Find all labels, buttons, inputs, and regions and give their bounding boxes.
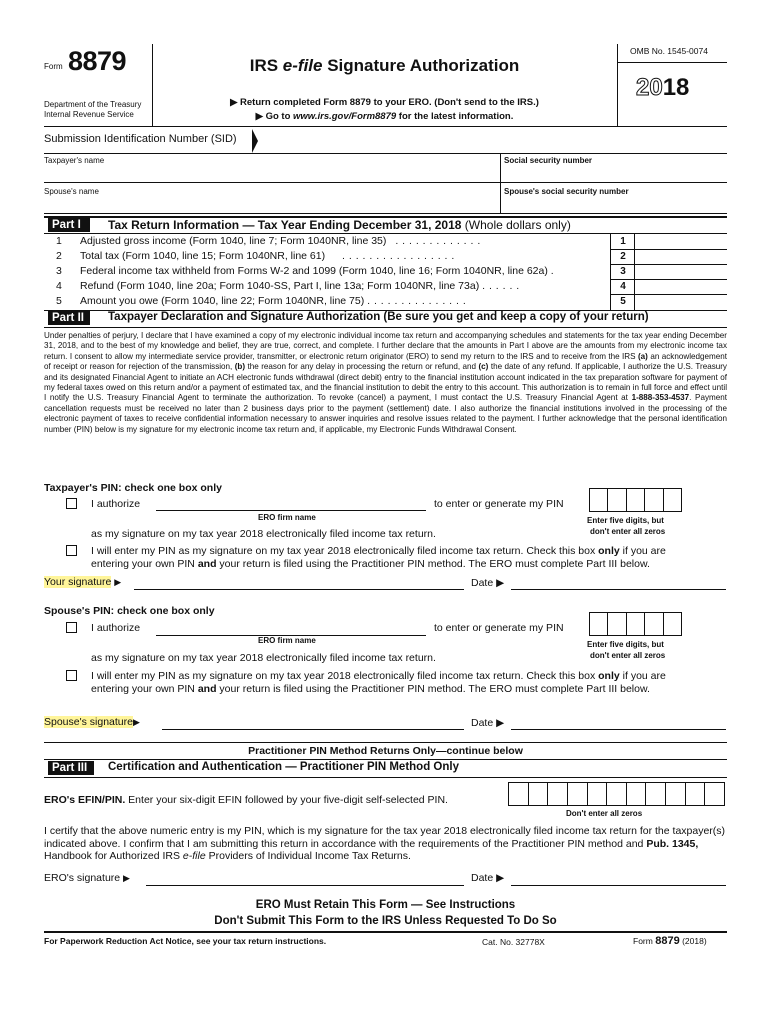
taxpayer-pin-note2: don't enter all zeros [590,527,666,536]
arrow-right-icon: ▶ [123,873,130,883]
line-3-amount[interactable] [636,264,726,278]
efin-pin-input[interactable] [508,782,725,806]
efin-note: Don't enter all zeros [566,809,643,818]
paperwork-notice: For Paperwork Reduction Act Notice, see your tax return instructions. [44,936,327,946]
spouse-as-signature: as my signature on my tax year 2018 electronically filed income tax return. [91,652,436,664]
tax-year-outline: 20 [636,74,663,101]
spouse-signature-field[interactable] [162,729,464,730]
line-3-box: 3 [620,266,626,277]
instruction-website: ▶ Go to www.irs.gov/Form8879 for the latest information. [255,111,514,122]
line-1-amount[interactable] [636,234,726,248]
arrow-right-icon: ▶ [114,577,122,587]
spouse-pin-note1: Enter five digits, but [587,640,664,649]
sid-label: Submission Identification Number (SID) [44,133,237,145]
ero-signature-label: ERO's signature ▶ [44,872,130,884]
spouse-pin-note2: don't enter all zeros [590,651,666,660]
form-title: IRS e-file Signature Authorization [249,56,520,75]
taxpayer-pin-heading: Taxpayer's PIN: check one box only [44,482,222,494]
spouse-authorize-checkbox[interactable] [66,622,77,633]
retain-notice-2: Don't Submit This Form to the IRS Unless Requested To Do So [214,915,557,927]
spouse-ero-firm-caption: ERO firm name [258,636,316,645]
taxpayer-as-signature: as my signature on my tax year 2018 electronically filed income tax return. [91,528,436,540]
cat-number: Cat. No. 32778X [482,937,545,947]
part2-label: Part II [48,311,90,325]
taxpayer-ero-firm-field[interactable] [156,510,426,511]
taxpayer-authorize-checkbox[interactable] [66,498,77,509]
taxpayer-self-pin-text: I will enter my PIN as my signature on my tax year 2018 electronically filed income tax return. Check this box only if you are entering your own PIN and your return is filed using the Practitioner PIN method. The ERO must complete Part III below. [91,545,666,570]
sid-input[interactable] [258,128,726,154]
part1-title: Tax Return Information — Tax Year Ending December 31, 2018 (Whole dollars only) [108,218,571,232]
line-1-box: 1 [620,236,626,247]
spouse-self-pin-text: I will enter my PIN as my signature on my tax year 2018 electronically filed income tax return. Check this box only if you are entering your own PIN and your return is filed using the Practitioner PIN method. The ERO must complete Part III below. [91,670,666,695]
part1-header [44,218,727,234]
your-signature-date-label: Date ▶ [471,577,505,589]
spouse-signature-date-label: Date ▶ [471,717,505,729]
ero-signature-date-label: Date ▶ [471,872,505,884]
retain-notice-1: ERO Must Retain This Form — See Instructions [255,899,516,911]
taxpayer-authorize-label: I authorize [91,498,141,510]
tax-year [636,74,689,102]
arrow-right-icon: ▶ [132,717,140,727]
spouse-authorize-label: I authorize [91,622,141,634]
form-number: 8879 [68,46,127,76]
spouse-signature-label: Spouse's signature▶ [44,716,140,728]
ero-signature-field[interactable] [146,885,464,886]
line-4-amount[interactable] [636,279,726,293]
line-4-box: 4 [620,281,626,292]
taxpayer-pin-note1: Enter five digits, but [587,516,664,525]
irs-name: Internal Revenue Service [44,110,134,119]
form-word: Form [44,62,63,71]
taxpayer-name-label: Taxpayer's name [44,156,105,165]
spouse-signature-date-field[interactable] [511,729,726,730]
spouse-name-field[interactable] [44,197,499,213]
taxpayer-ero-firm-caption: ERO firm name [258,513,316,522]
sid-arrow-icon [252,129,258,153]
part3-label: Part III [48,761,94,775]
omb-number: OMB No. 1545-0074 [630,46,708,56]
part3-title: Certification and Authentication — Practitioner PIN Method Only [108,761,459,773]
taxpayer-pin-input[interactable] [589,488,682,512]
irs-form-link[interactable]: www.irs.gov/Form8879 [293,111,397,122]
ssn-field[interactable] [504,166,726,182]
perjury-statement: Under penalties of perjury, I declare that I have examined a copy of my electronic individual income tax return and accompanying schedules and statements for the tax year ending December 31, 2018, and to the best of my knowledge and belief, they are true, correct, and complete. I further declare that the amounts in Part I above are the amounts from my electronic income tax return. I consent to allow my intermediate service provider, transmitter, or electronic return originator (ERO) to send my return to the IRS and to receive from the IRS (a) an acknowledgement of receipt or reason for rejection of the transmission, (b) the reason for any delay in processing the return or refund, and (c) the date of any refund. If applicable, I authorize the U.S. Treasury and its designated Financial Agent to initiate an ACH electronic funds withdrawal (direct debit) entry to the financial institution account indicated in the tax preparation software for payment of my federal taxes owed on this return and/or a payment of estimated tax, and the financial institution to debit the entry to this account. This authorization is to remain in full force and effect until I notify the U.S. Treasury Financial Agent to terminate the authorization. To revoke (cancel) a payment, I must contact the U.S. Treasury Financial Agent at 1-888-353-4537. Payment cancellation requests must be received no later than 2 business days prior to the payment (settlement) date. I also authorize the financial institutions involved in the processing of the electronic payment of taxes to receive confidential information necessary to answer inquiries and resolve issues related to the payment. I further acknowledge that the personal identification number (PIN) below is my signature for my electronic income tax return and, if applicable, my Electronic Funds Withdrawal Consent. [44,331,727,434]
taxpayer-self-pin-checkbox[interactable] [66,545,77,556]
your-signature-field[interactable] [134,589,464,590]
spouse-ssn-label: Spouse's social security number [504,187,629,196]
taxpayer-to-enter-label: to enter or generate my PIN [434,498,564,510]
dept-treasury: Department of the Treasury [44,100,142,109]
line-5-amount[interactable] [636,294,726,308]
spouse-to-enter-label: to enter or generate my PIN [434,622,564,634]
spouse-name-label: Spouse's name [44,187,99,196]
your-signature-label: Your signature ▶ [44,576,122,588]
footer-form-id: Form 8879 (2018) [633,935,707,947]
line-2-box: 2 [620,251,626,262]
taxpayer-name-field[interactable] [44,166,499,182]
spouse-pin-input[interactable] [589,612,682,636]
line-2-amount[interactable] [636,249,726,263]
certification-text: I certify that the above numeric entry is my PIN, which is my signature for the tax year 2018 electronically filed income tax return for the taxpayer(s) indicated above. I confirm that I am submitting this return in accordance with the requirements of the Practitioner PIN method and Pub. 1345, Handbook for Authorized IRS e-file Providers of Individual Income Tax Returns. [44,825,726,863]
line-5-box: 5 [620,296,626,307]
spouse-ssn-field[interactable] [504,197,726,213]
part2-title: Taxpayer Declaration and Signature Authorization (Be sure you get and keep a copy of your return) [108,311,649,323]
part1-label: Part I [48,218,90,232]
efin-label: ERO's EFIN/PIN. Enter your six-digit EFIN followed by your five-digit self-selected PIN. [44,794,448,806]
part2-header [44,311,727,327]
spouse-self-pin-checkbox[interactable] [66,670,77,681]
ssn-label: Social security number [504,156,593,165]
spouse-pin-heading: Spouse's PIN: check one box only [44,605,215,617]
ero-signature-date-field[interactable] [511,885,726,886]
instruction-return: ▶ Return completed Form 8879 to your ERO. (Don't send to the IRS.) [230,97,539,108]
practitioner-pre-heading: Practitioner PIN Method Returns Only—continue below [248,745,523,757]
your-signature-date-field[interactable] [511,589,726,590]
tax-year-bold: 18 [662,74,690,101]
part3-header [44,761,727,777]
